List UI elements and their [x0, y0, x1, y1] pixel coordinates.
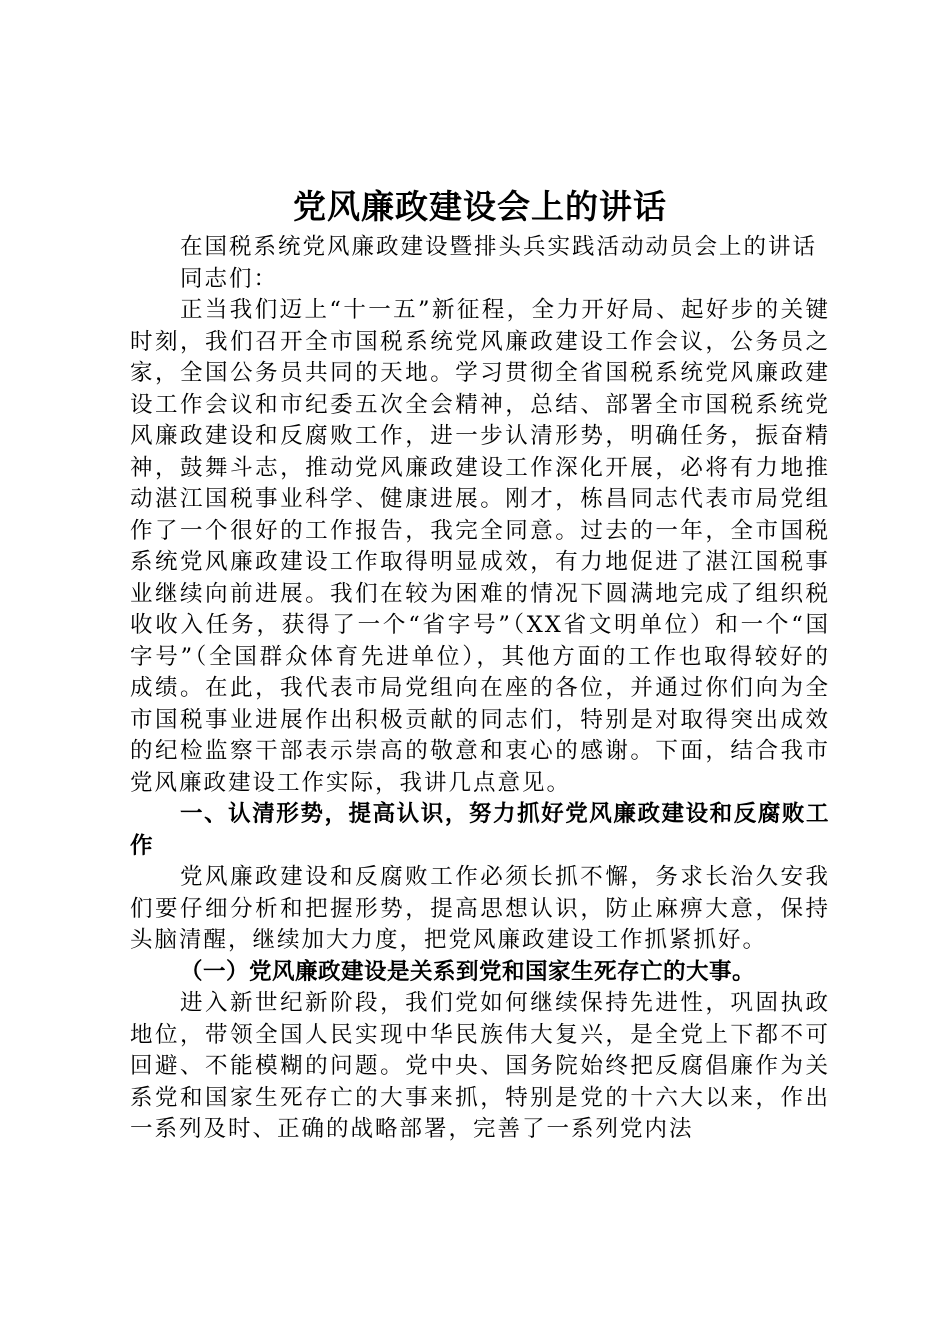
subsection-heading: （一）党风廉政建设是关系到党和国家生死存亡的大事。 — [180, 958, 756, 985]
salutation-paragraph: 同志们： — [180, 265, 279, 292]
document-title: 党风廉政建设会上的讲话 — [293, 187, 667, 226]
body-paragraph: 进入新世纪新阶段，我们党如何继续保持先进性，巩固执政地位，带领全国人民实现中华民族伟大复兴，是全党上下都不可回避、不能模糊的问题。党中央、国务院始终把反腐倡廉作为关系党和国家生死存亡的大事来抓，特别是党的十六大以来，作出一系列及时、正确的战略部署，完善了一系列党内法 — [130, 990, 830, 1142]
document-body — [130, 182, 830, 1146]
section-heading: 一、认清形势，提高认识，努力抓好党风廉政建设和反腐败工作 — [130, 801, 830, 859]
body-paragraph: 党风廉政建设和反腐败工作必须长抓不懈，务求长治久安我们要仔细分析和把握形势，提高思想认识，防止麻痹大意，保持头脑清醒，继续加大力度，把党风廉政建设工作抓紧抓好。 — [130, 864, 830, 953]
subtitle-paragraph: 在国税系统党风廉政建设暨排头兵实践活动动员会上的讲话 — [180, 234, 818, 260]
body-paragraph: 正当我们迈上“十一五”新征程，全力开好局、起好步的关键时刻，我们召开全市国税系统党风廉政建设工作会议，公务员之家，全国公务员共同的天地。学习贯彻全省国税系统党风廉政建设工作会议和市纪委五次全会精神，总结、部署全市国税系统党风廉政建设和反腐败工作，进一步认清形势，明确任务，振奋精神，鼓舞斗志，推动党风廉政建设工作深化开展，必将有力地推动湛江国税事业科学、健康进展。刚才，栋昌同志代表市局党组作了一个很好的工作报告，我完全同意。过去的一年，全市国税系统党风廉政建设工作取得明显成效，有力地促进了湛江国税事业继续向前进展。我们在较为困难的情况下圆满地完成了组织税收收入任务，获得了一个“省字号”（XX省文明单位）和一个“国字号”（全国群众体育先进单位），其他方面的工作也取得较好的成绩。在此，我代表市局党组向在座的各位，并通过你们向为全市国税事业进展作出积极贡献的同志们，特别是对取得突出成效的纪检监察干部表示崇高的敬意和衷心的感谢。下面，结合我市党风廉政建设工作实际，我讲几点意见。 — [130, 297, 830, 796]
